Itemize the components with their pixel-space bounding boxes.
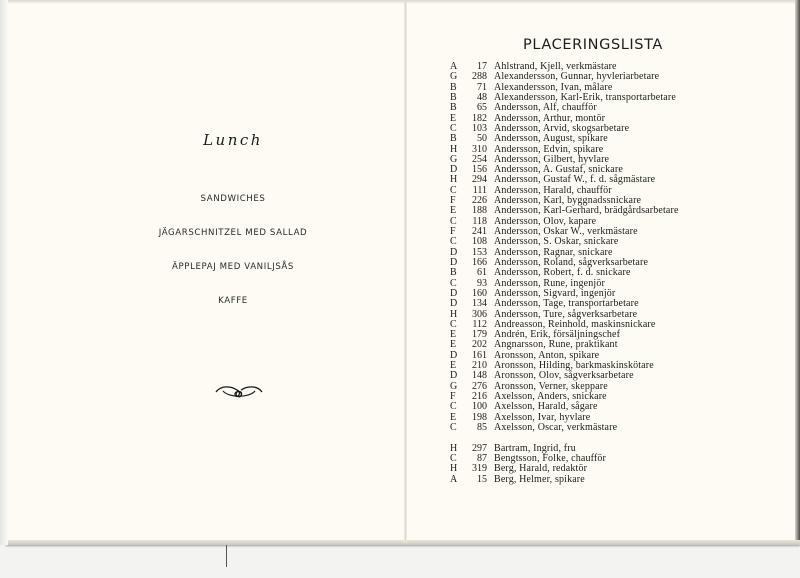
table-letter: A [450, 61, 458, 72]
table-letter: D [450, 349, 458, 361]
table-letter: H [450, 174, 458, 186]
right-page-seating-list [407, 0, 797, 540]
seat-number: 210 [472, 360, 487, 372]
table-letter: H [450, 308, 458, 320]
seat-number: 306 [472, 308, 487, 320]
seat-number: 216 [472, 391, 487, 402]
guest-name: Axelsson, Harald, sågare [494, 401, 598, 413]
guest-name: Andersson, Gustaf W., f. d. sågmästare [494, 174, 656, 186]
table-letter: G [450, 380, 458, 392]
seat-number: 161 [472, 349, 487, 361]
table-letter: E [450, 329, 457, 341]
guest-name: Andersson, Ture, sågverksarbetare [494, 308, 638, 320]
guest-name: Axelsson, Oscar, verkmästare [494, 421, 618, 433]
table-letter: C [450, 421, 457, 433]
table-letter: B [450, 267, 457, 279]
guest-name: Aronsson, Verner, skeppare [494, 380, 608, 392]
seat-number: 50 [477, 133, 487, 145]
guest-name: Andersson, Karl-Gerhard, brädgårdsarbetare [494, 205, 679, 217]
seat-number: 319 [472, 463, 487, 475]
left-page-menu [8, 0, 404, 540]
seat-number: 156 [472, 164, 487, 176]
table-letter: H [450, 442, 458, 454]
table-letter: D [450, 298, 458, 310]
guest-name: Axelsson, Anders, snickare [494, 391, 607, 402]
seating-entry [450, 423, 679, 433]
seat-number: 108 [472, 236, 487, 248]
seating-entry [450, 299, 679, 309]
seating-entry [450, 475, 679, 485]
table-letter: B [450, 81, 457, 93]
seat-number: 153 [472, 246, 487, 258]
seat-number: 71 [477, 81, 487, 93]
guest-name: Andersson, Tage, transportarbetare [494, 298, 639, 310]
seat-number: 276 [472, 380, 487, 392]
seating-entry [450, 134, 679, 144]
table-letter: E [450, 360, 457, 372]
guest-name: Andersson, Rune, ingenjör [494, 277, 605, 289]
seat-number: 111 [472, 184, 487, 196]
table-letter: C [450, 215, 457, 227]
guest-name: Andersson, Oskar W., verkmästare [494, 226, 638, 237]
menu-item-main-course: JÄGARSCHNITZEL MED SALLAD [158, 228, 308, 238]
seat-number: 48 [477, 91, 487, 103]
guest-name: Andrén, Erik, försäljningschef [494, 329, 621, 341]
table-letter: A [450, 473, 458, 485]
guest-name: Berg, Helmer, spikare [494, 473, 585, 485]
table-letter: C [450, 184, 457, 196]
seat-number: 166 [472, 256, 487, 268]
guest-name: Andersson, August, spikare [494, 133, 608, 145]
seat-number: 65 [477, 102, 487, 114]
table-letter: B [450, 91, 457, 103]
seat-number: 134 [472, 298, 487, 310]
menu-heading: Lunch [203, 131, 263, 149]
guest-name: Bartram, Ingrid, fru [494, 442, 576, 454]
table-letter: C [450, 318, 457, 330]
table-letter: C [450, 277, 457, 289]
table-letter: B [450, 133, 457, 145]
seat-number: 188 [472, 205, 487, 217]
guest-name: Andreasson, Reinhold, maskinsnickare [494, 318, 656, 330]
table-letter: E [450, 339, 457, 351]
table-letter: C [450, 453, 457, 465]
seat-number: 226 [472, 195, 487, 207]
guest-name: Andersson, Harald, chaufför [494, 184, 612, 196]
seating-list-title: PLACERINGSLISTA [523, 37, 663, 53]
guest-name: Andersson, Arvid, skogsarbetare [494, 122, 630, 134]
table-letter: G [450, 153, 458, 165]
table-letter: F [450, 195, 456, 207]
guest-name: Berg, Harald, redaktör [494, 463, 588, 475]
guest-name: Andersson, Karl, byggnadssnickare [494, 195, 642, 207]
guest-name: Andersson, Alf, chaufför [494, 102, 597, 114]
guest-name: Andersson, Arthur, montör [494, 112, 606, 124]
seat-number: 202 [472, 339, 487, 351]
table-letter: C [450, 236, 457, 248]
table-letter: H [450, 463, 458, 475]
guest-name: Andersson, Sigvard, ingenjör [494, 287, 616, 299]
seat-number: 160 [472, 287, 487, 299]
table-letter: F [450, 391, 456, 402]
guest-name: Andersson, Ragnar, snickare [494, 246, 613, 258]
guest-name: Aronsson, Olov, sågverksarbetare [494, 370, 634, 382]
menu-item-dessert: ÄPPLEPAJ MED VANILJSÅS [172, 262, 294, 272]
table-letter: F [450, 226, 456, 237]
guest-name: Andersson, Robert, f. d. snickare [494, 267, 631, 279]
paper-crease-mark [226, 545, 227, 567]
table-letter: D [450, 246, 458, 258]
guest-name: Andersson, Roland, sågverksarbetare [494, 256, 649, 268]
table-letter: D [450, 256, 458, 268]
table-letter: E [450, 112, 457, 124]
table-letter: E [450, 411, 457, 423]
menu-item-sandwiches: SANDWICHES [200, 194, 266, 204]
seat-number: 118 [472, 215, 487, 227]
table-letter: G [450, 71, 458, 83]
table-letter: D [450, 287, 458, 299]
guest-name: Axelsson, Ivar, hyvlare [494, 411, 591, 423]
seat-number: 254 [472, 153, 487, 165]
seat-number: 179 [472, 329, 487, 341]
seat-number: 17 [477, 61, 487, 72]
table-letter: D [450, 370, 458, 382]
guest-name: Angnarsson, Rune, praktikant [494, 339, 618, 351]
guest-name: Alexandersson, Ivan, målare [494, 81, 613, 93]
table-letter: C [450, 122, 457, 134]
guest-name: Alexandersson, Karl-Erik, transportarbetare [494, 91, 676, 103]
table-letter: H [450, 143, 458, 155]
guest-name: Aronsson, Anton, spikare [494, 349, 600, 361]
table-letter: B [450, 102, 457, 114]
seat-number: 310 [472, 143, 487, 155]
table-letter: D [450, 164, 458, 176]
seat-number: 15 [477, 473, 487, 485]
seat-number: 198 [472, 411, 487, 423]
seat-number: 294 [472, 174, 487, 186]
guest-name: Alexandersson, Gunnar, hyvleriarbetare [494, 71, 660, 83]
scan-left-edge [0, 0, 8, 545]
guest-name: Ahlstrand, Kjell, verkmästare [494, 61, 617, 72]
guest-name: Andersson, Gilbert, hyvlare [494, 153, 610, 165]
guest-name: Andersson, Edvin, spikare [494, 143, 604, 155]
guest-name: Aronsson, Hilding, barkmaskinskötare [494, 360, 654, 372]
scroll-flourish-ornament-icon [213, 383, 265, 399]
seat-number: 297 [472, 442, 487, 454]
seat-number: 112 [472, 318, 487, 330]
seat-number: 182 [472, 112, 487, 124]
seat-number: 288 [472, 71, 487, 83]
seat-number: 85 [477, 421, 487, 433]
seat-number: 87 [477, 453, 487, 465]
guest-name: Andersson, Olov, kapare [494, 215, 597, 227]
seat-number: 100 [472, 401, 487, 413]
seating-list [450, 62, 679, 485]
guest-name: Andersson, A. Gustaf, snickare [494, 164, 623, 176]
guest-name: Andersson, S. Oskar, snickare [494, 236, 619, 248]
menu-item-coffee: KAFFE [218, 296, 248, 306]
table-letter: E [450, 205, 457, 217]
table-letter: C [450, 401, 457, 413]
seat-number: 61 [477, 267, 487, 279]
seat-number: 103 [472, 122, 487, 134]
seat-number: 148 [472, 370, 487, 382]
guest-name: Bengtsson, Folke, chaufför [494, 453, 607, 465]
seat-number: 93 [477, 277, 487, 289]
seat-number: 241 [472, 226, 487, 237]
